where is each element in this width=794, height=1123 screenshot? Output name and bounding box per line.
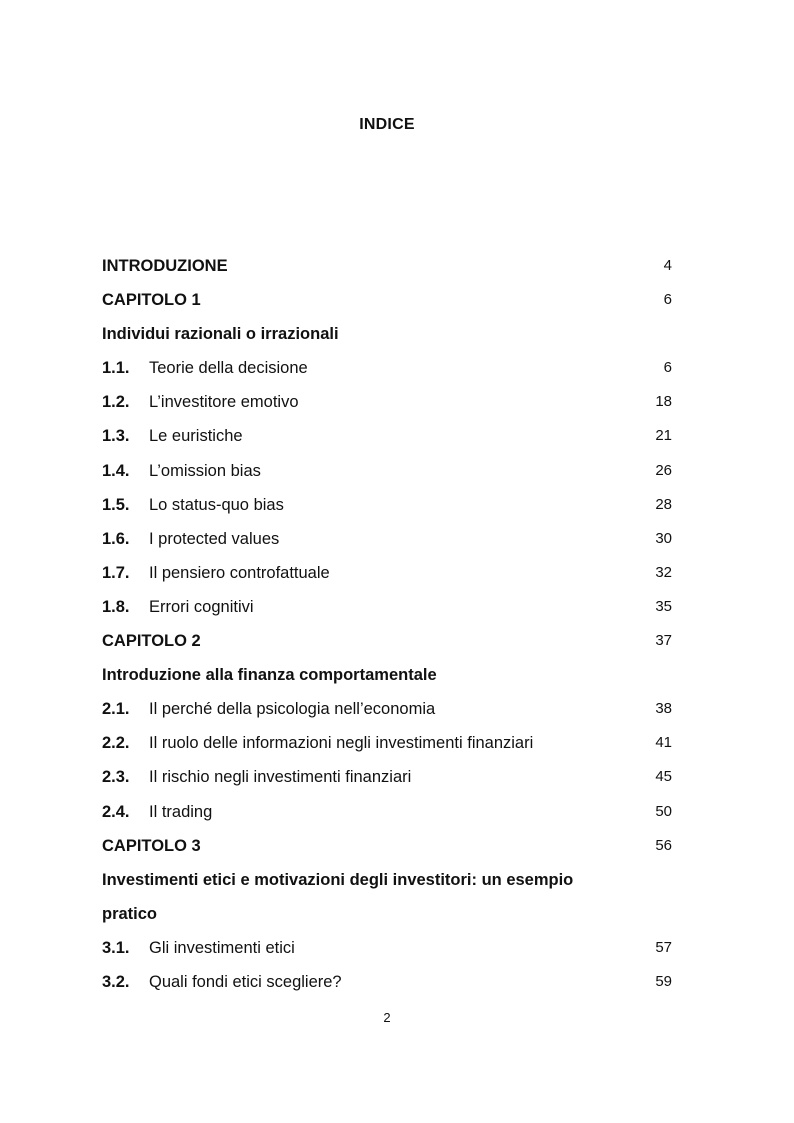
toc-entry-label: I protected values — [149, 529, 280, 548]
toc-entry-label: Il rischio negli investimenti finanziari — [149, 768, 412, 787]
toc-entry[interactable] — [102, 624, 672, 658]
toc-entry[interactable] — [102, 488, 672, 522]
toc-entry-number: 2.4. — [102, 802, 130, 821]
toc-entry-number: 1.5. — [102, 495, 130, 514]
toc-entry[interactable] — [102, 863, 672, 897]
toc-entry-page: 50 — [655, 802, 672, 820]
toc-entry[interactable] — [102, 931, 672, 965]
toc-entry-number: 1.7. — [102, 563, 130, 582]
table-of-contents — [102, 249, 672, 999]
toc-entry[interactable] — [102, 965, 672, 999]
toc-entry[interactable] — [102, 522, 672, 556]
toc-entry[interactable] — [102, 829, 672, 863]
toc-entry-page: 56 — [655, 836, 672, 854]
toc-entry-label: INTRODUZIONE — [102, 257, 228, 275]
toc-entry-number: 1.6. — [102, 529, 130, 548]
toc-entry[interactable] — [102, 726, 672, 760]
toc-entry-label: Lo status-quo bias — [149, 495, 284, 514]
toc-entry-number: 3.2. — [102, 972, 130, 991]
toc-entry[interactable] — [102, 590, 672, 624]
page-title: INDICE — [359, 116, 415, 133]
page-number: 2 — [383, 1010, 391, 1025]
toc-entry-page: 21 — [655, 427, 672, 445]
toc-entry-number: 3.1. — [102, 938, 130, 957]
toc-entry-number: 1.3. — [102, 427, 130, 446]
toc-entry-label: CAPITOLO 2 — [102, 632, 201, 651]
toc-entry-number: 1.8. — [102, 597, 130, 616]
toc-entry-label: Il pensiero controfattuale — [149, 563, 330, 582]
toc-entry-label: Il perché della psicologia nell’economia — [149, 700, 436, 719]
toc-entry-label: Il trading — [149, 802, 213, 821]
toc-entry[interactable] — [102, 317, 672, 351]
toc-entry[interactable] — [102, 692, 672, 726]
toc-entry-label: Il ruolo delle informazioni negli investimenti finanziari — [149, 734, 534, 753]
toc-entry-number: 1.2. — [102, 393, 130, 412]
toc-entry-label: Individui razionali o irrazionali — [102, 325, 339, 344]
toc-entry-number: 2.2. — [102, 734, 130, 753]
toc-entry[interactable] — [102, 556, 672, 590]
toc-entry[interactable] — [102, 658, 672, 692]
toc-entry[interactable] — [102, 385, 672, 419]
toc-entry-number: 1.4. — [102, 461, 130, 480]
toc-entry[interactable] — [102, 249, 672, 283]
toc-entry-number: 2.3. — [102, 768, 130, 787]
toc-entry[interactable] — [102, 795, 672, 829]
toc-entry-label: Teorie della decisione — [149, 359, 308, 378]
toc-entry-label: Introduzione alla finanza comportamentale — [102, 666, 437, 685]
toc-entry-page: 26 — [655, 461, 672, 479]
toc-entry-page: 18 — [655, 393, 672, 411]
toc-entry-page: 6 — [663, 359, 672, 377]
toc-entry-label: CAPITOLO 3 — [102, 836, 201, 855]
toc-entry-page: 6 — [663, 291, 672, 309]
toc-entry-label: Quali fondi etici scegliere? — [149, 972, 342, 991]
toc-entry-label: pratico — [102, 904, 158, 923]
toc-entry-label: Gli investimenti etici — [149, 938, 295, 957]
toc-entry-page: 57 — [655, 938, 672, 956]
toc-entry[interactable] — [102, 454, 672, 488]
toc-entry-number: 2.1. — [102, 700, 130, 719]
toc-entry-label: CAPITOLO 1 — [102, 291, 201, 310]
toc-entry-label: L’investitore emotivo — [149, 393, 299, 412]
toc-entry-number: 1.1. — [102, 359, 130, 378]
toc-entry-page: 30 — [655, 529, 672, 547]
toc-entry-page: 37 — [655, 632, 672, 650]
toc-entry-page: 59 — [655, 972, 672, 990]
toc-entry-label: Investimenti etici e motivazioni degli investitori: un esempio — [102, 870, 574, 889]
toc-entry-label: Errori cognitivi — [149, 597, 254, 616]
toc-entry[interactable] — [102, 760, 672, 794]
toc-entry-page: 28 — [655, 495, 672, 513]
toc-entry[interactable] — [102, 351, 672, 385]
toc-entry-page: 35 — [655, 597, 672, 615]
toc-entry[interactable] — [102, 419, 672, 453]
toc-entry-page: 38 — [655, 700, 672, 718]
toc-entry[interactable] — [102, 283, 672, 317]
toc-entry[interactable] — [102, 897, 672, 931]
toc-entry-page: 45 — [655, 768, 672, 786]
toc-entry-page: 4 — [663, 257, 672, 274]
toc-entry-label: Le euristiche — [149, 427, 243, 446]
toc-entry-label: L’omission bias — [149, 461, 261, 480]
toc-entry-page: 32 — [655, 563, 672, 581]
toc-entry-page: 41 — [655, 734, 672, 752]
